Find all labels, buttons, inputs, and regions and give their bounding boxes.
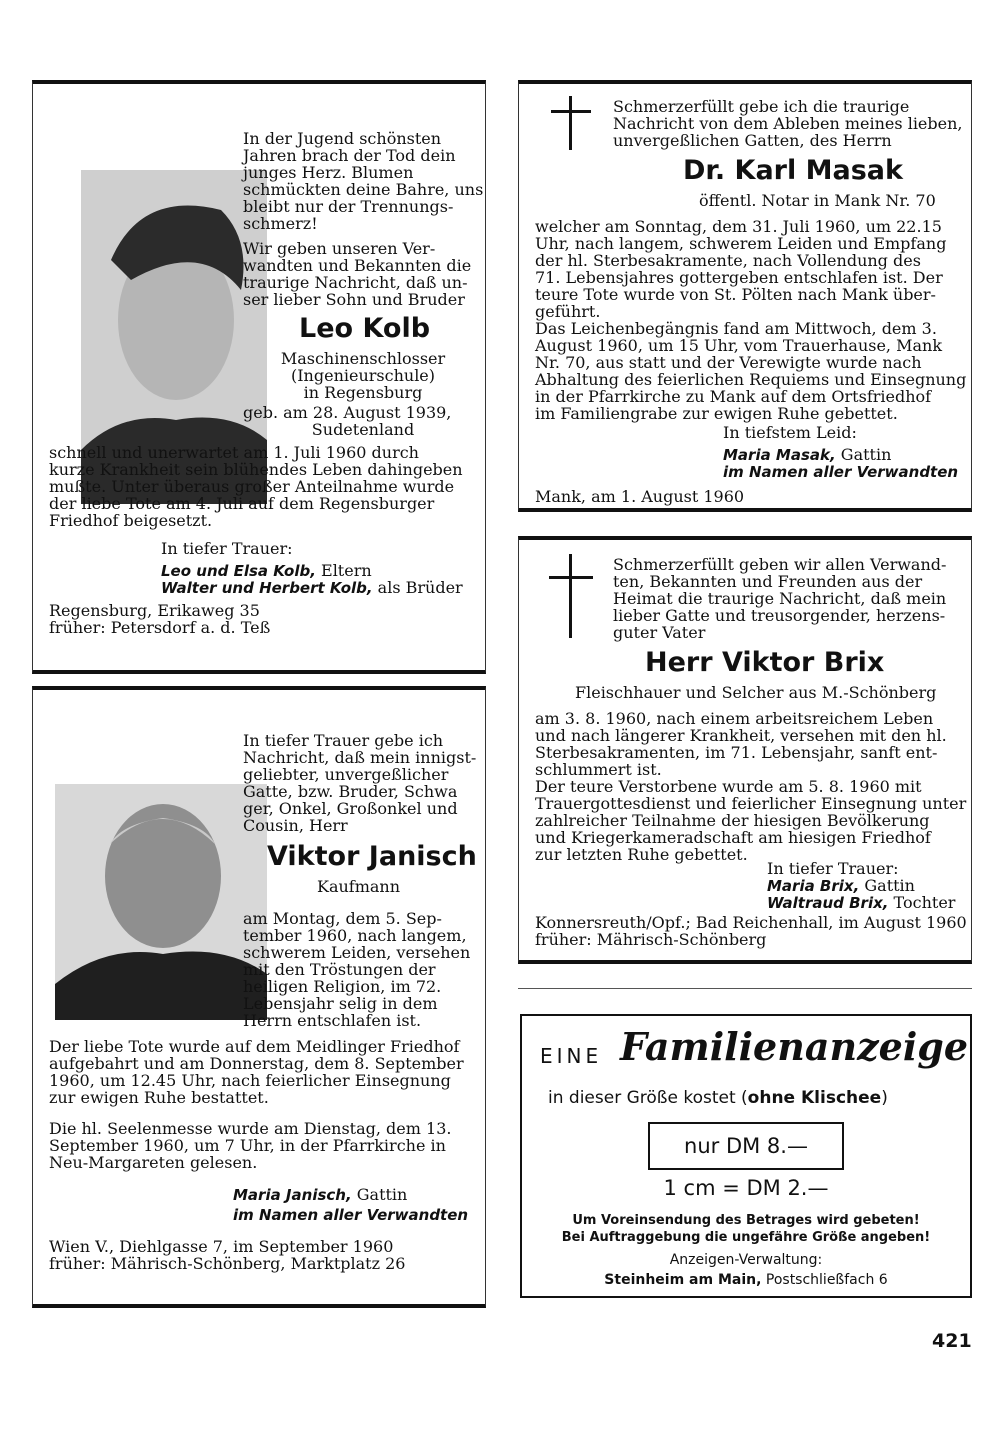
masak-place: Mank, am 1. August 1960 [535, 487, 745, 506]
text-line: teure Tote wurde von St. Pölten nach Mank über- [535, 285, 936, 304]
advertisement-box [520, 1014, 972, 1298]
text-line: früher: Petersdorf a. d. Teß [49, 618, 271, 637]
masak-body [535, 218, 966, 422]
mourner-relation: Eltern [315, 561, 372, 580]
obituary-masak [518, 80, 972, 512]
text-line: guter Vater [613, 623, 706, 642]
text-line: Sterbesakramenten, im 71. Lebensjahr, sanft ent- [535, 743, 938, 762]
deceased-name: Herr Viktor Brix [645, 647, 885, 678]
text-line: Regensburg, Erikaweg 35 [49, 601, 260, 620]
text-line: schmerz! [243, 214, 318, 233]
text-line: junges Herz. Blumen [243, 163, 414, 182]
cross-bar [549, 576, 593, 579]
text-line: mußte. Unter überaus großer Anteilnahme wurde [49, 477, 455, 496]
cross-icon [569, 96, 572, 150]
masak-title: öffentl. Notar in Mank Nr. 70 [699, 191, 936, 210]
janisch-title: Kaufmann [317, 877, 401, 896]
mourner-line [233, 1186, 407, 1204]
text-line: August 1960, um 15 Uhr, vom Trauerhause, Mank [535, 336, 943, 355]
mourner-line [723, 446, 891, 464]
text-line: (Ingenieurschule) [290, 366, 436, 385]
kolb-intro2 [243, 240, 471, 308]
deceased-name: Dr. Karl Masak [683, 155, 903, 186]
portrait-figure [55, 784, 267, 1020]
text-line: schnell und unerwartet am 1. Juli 1960 durch [49, 443, 419, 462]
mourner-line [233, 1206, 468, 1224]
text-line: aufgebahrt und am Donnerstag, dem 8. September [49, 1054, 464, 1073]
text-line: Bei Auftraggebung die ungefähre Größe angeben! [561, 1230, 931, 1245]
ad-eine: EINE [540, 1044, 603, 1068]
kolb-intro [243, 130, 483, 232]
text-line: Friedhof beigesetzt. [49, 511, 213, 530]
text-line: Lebensjahr selig in dem [243, 994, 438, 1013]
price-box: nur DM 8.— [648, 1122, 844, 1170]
text-line: Die hl. Seelenmesse wurde am Dienstag, dem 13. [49, 1119, 452, 1138]
mourner-name: Maria Brix, [767, 877, 860, 895]
text-line: am 3. 8. 1960, nach einem arbeitsreichem Leben [535, 709, 934, 728]
text-line: September 1960, um 7 Uhr, in der Pfarrkirche in [49, 1136, 446, 1155]
text-line: Gatte, bzw. Bruder, Schwa [243, 782, 458, 801]
text-line: zur ewigen Ruhe bestattet. [49, 1088, 269, 1107]
mourner-name: im Namen aller Verwandten [723, 463, 959, 481]
masak-intro [613, 98, 963, 149]
brix-body [535, 710, 966, 863]
text-line: ser lieber Sohn und Bruder [243, 290, 465, 309]
text-line: ten, Bekannten und Freunden aus der [613, 572, 923, 591]
janisch-address [49, 1238, 405, 1272]
text-line: heiligen Religion, im 72. [243, 977, 442, 996]
ad-headline: Familienanzeige [620, 1024, 969, 1069]
text-line: Um Voreinsendung des Betrages wird gebeten! [572, 1213, 920, 1228]
text-line: am Montag, dem 5. Sep- [243, 909, 442, 928]
page-number: 421 [932, 1330, 972, 1352]
text-line: wandten und Bekannten die [243, 256, 472, 275]
mourner-line [161, 562, 372, 580]
text-span-bold: Steinheim am Main, [604, 1272, 762, 1288]
cross-icon [569, 554, 572, 638]
text-span: Postschließfach 6 [761, 1272, 888, 1288]
mourner-name: Maria Janisch, [233, 1186, 352, 1204]
text-line: Schmerzerfüllt gebe ich die traurige [613, 97, 910, 116]
text-line: geliebter, unvergeßlicher [243, 765, 449, 784]
text-line: tember 1960, nach langem, [243, 926, 467, 945]
text-line: Cousin, Herr [243, 816, 348, 835]
text-line: in Regensburg [303, 383, 423, 402]
mourner-name: Walter und Herbert Kolb, [161, 579, 373, 597]
text-line: Trauergottesdienst und feierlicher Einsegnung unter [535, 794, 967, 813]
mourner-relation: Tochter [888, 893, 956, 912]
text-line: mit den Tröstungen der [243, 960, 436, 979]
text-line: Heimat die traurige Nachricht, daß mein [613, 589, 947, 608]
brix-intro [613, 556, 946, 641]
text-line: Der liebe Tote wurde auf dem Meidlinger Friedhof [49, 1037, 460, 1056]
text-line: Schmerzerfüllt geben wir allen Verwand- [613, 555, 947, 574]
mourner-line [767, 894, 955, 912]
text-line: ger, Onkel, Großonkel und [243, 799, 458, 818]
text-line: In tiefer Trauer gebe ich [243, 731, 444, 750]
text-span: in dieser Größe kostet ( [548, 1088, 748, 1108]
text-line: schmückten deine Bahre, uns [243, 180, 484, 199]
text-line: Maschinenschlosser [280, 349, 446, 368]
text-line: geführt. [535, 302, 601, 321]
ad-per-cm: 1 cm = DM 2.— [663, 1176, 829, 1200]
text-line: Der teure Verstorbene wurde am 5. 8. 1960 mit [535, 777, 922, 796]
janisch-body3 [49, 1120, 451, 1171]
kolb-body [49, 444, 463, 529]
obituary-brix [518, 536, 972, 964]
obituary-kolb [32, 80, 486, 674]
text-line: und nach längerer Krankheit, versehen mit den hl. [535, 726, 947, 745]
mourner-name: im Namen aller Verwandten [233, 1206, 469, 1224]
text-line: Wir geben unseren Ver- [243, 239, 436, 258]
kolb-address [49, 602, 270, 636]
text-line: Wien V., Diehlgasse 7, im September 1960 [49, 1237, 394, 1256]
mourner-line [161, 579, 463, 597]
ad-line2 [548, 1088, 888, 1108]
text-line: der liebe Tote am 4. Juli auf dem Regensburger [49, 494, 435, 513]
text-line: Nachricht von dem Ableben meines lieben, [613, 114, 963, 133]
mourner-name: Leo und Elsa Kolb, [161, 562, 316, 580]
text-span: ) [881, 1088, 888, 1108]
text-line: lieber Gatte und treusorgender, herzens- [613, 606, 946, 625]
text-line: welcher am Sonntag, dem 31. Juli 1960, um 22.15 [535, 217, 942, 236]
ad-address [522, 1272, 970, 1288]
obituary-janisch [32, 686, 486, 1308]
mourner-relation: Gattin [351, 1185, 408, 1204]
kolb-title [243, 350, 483, 401]
text-line: bleibt nur der Trennungs- [243, 197, 454, 216]
janisch-body1 [243, 910, 470, 1029]
text-line: der hl. Sterbesakramente, nach Vollendung des [535, 251, 921, 270]
text-line: Neu-Margareten gelesen. [49, 1153, 258, 1172]
mourner-label: In tiefer Trauer: [161, 539, 293, 558]
deceased-name: Viktor Janisch [267, 841, 477, 872]
mourner-label: In tiefstem Leid: [723, 423, 857, 442]
mourner-relation: Gattin [859, 876, 915, 895]
text-line: traurige Nachricht, daß un- [243, 273, 468, 292]
text-line: in der Pfarrkirche zu Mank auf dem Ortsfriedhof [535, 387, 932, 406]
text-line: schwerem Leiden, versehen [243, 943, 471, 962]
janisch-intro [243, 732, 476, 834]
kolb-born: geb. am 28. August 1939, [243, 403, 452, 422]
mourner-line [723, 463, 958, 481]
text-line: kurze Krankheit sein blühendes Leben dahingeben [49, 460, 463, 479]
text-line: im Familiengrabe zur ewigen Ruhe gebettet. [535, 404, 898, 423]
brix-title: Fleischhauer und Selcher aus M.-Schönberg [575, 683, 937, 702]
text-line: zur letzten Ruhe gebettet. [535, 845, 748, 864]
brix-address [535, 914, 967, 948]
text-line: Das Leichenbegängnis fand am Mittwoch, dem 3. [535, 319, 937, 338]
cross-bar [551, 110, 591, 113]
text-line: Herrn entschlafen ist. [243, 1011, 422, 1030]
text-line: Nachricht, daß mein innigst- [243, 748, 477, 767]
text-line: Nr. 70, aus statt und der Verewigte wurde nach [535, 353, 922, 372]
kolb-born-place: Sudetenland [311, 420, 415, 439]
text-line: Konnersreuth/Opf.; Bad Reichenhall, im August 1960 [535, 913, 967, 932]
text-span-bold: ohne Klischee [747, 1088, 882, 1108]
mourner-relation: als Brüder [372, 578, 463, 597]
text-line: früher: Mährisch-Schönberg [535, 930, 767, 949]
text-line: schlummert ist. [535, 760, 662, 779]
text-line: zahlreicher Teilnahme der hiesigen Bevölkerung [535, 811, 930, 830]
text-line: unvergeßlichen Gatten, des Herrn [613, 131, 892, 150]
ad-notes [522, 1212, 970, 1246]
text-line: Jahren brach der Tod dein [243, 146, 456, 165]
text-line: Abhaltung des feierlichen Requiems und Einsegnung [535, 370, 967, 389]
mourner-label: In tiefer Trauer: [767, 859, 899, 878]
text-line: und Kriegerkameradschaft am hiesigen Friedhof [535, 828, 931, 847]
mourner-name: Waltraud Brix, [767, 894, 889, 912]
divider-rule [518, 988, 972, 989]
mourner-name: Maria Masak, [723, 446, 836, 464]
deceased-name: Leo Kolb [299, 313, 431, 344]
ad-admin: Anzeigen-Verwaltung: [669, 1252, 823, 1268]
janisch-body2 [49, 1038, 464, 1106]
text-line: In der Jugend schönsten [243, 129, 442, 148]
text-line: früher: Mährisch-Schönberg, Marktplatz 26 [49, 1254, 406, 1273]
text-line: 1960, um 12.45 Uhr, nach feierlicher Einsegnung [49, 1071, 451, 1090]
text-line: 71. Lebensjahres gottergeben entschlafen ist. Der [535, 268, 943, 287]
mourner-relation: Gattin [835, 445, 892, 464]
text-line: Uhr, nach langem, schwerem Leiden und Empfang [535, 234, 947, 253]
portrait-photo-janisch [55, 784, 267, 1020]
